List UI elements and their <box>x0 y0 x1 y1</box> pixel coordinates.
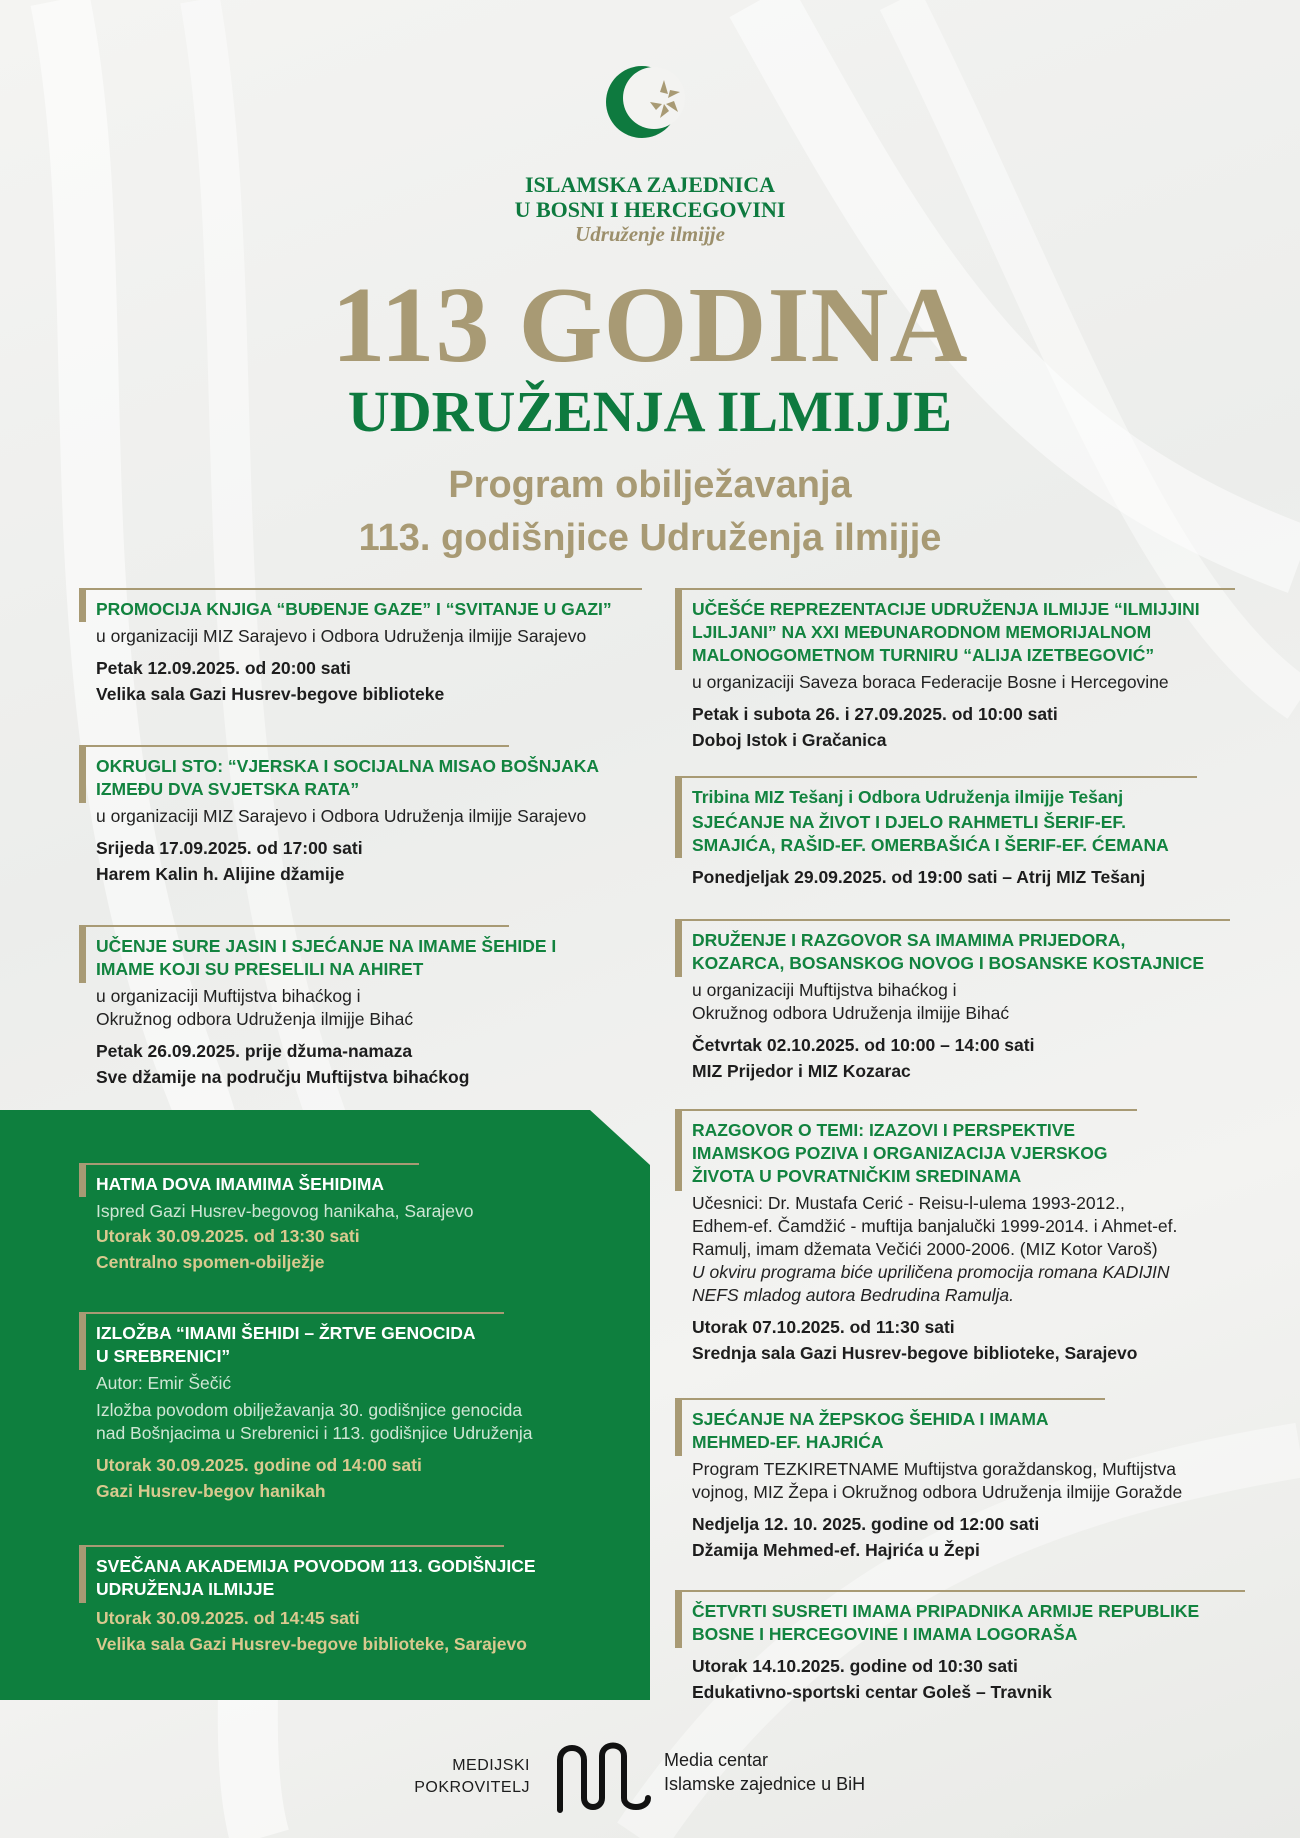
event-organizer: u organizaciji Saveza boraca Federacije Bosne i Hercegovine <box>692 672 1169 692</box>
event-title-line3: ŽIVOTA U POVRATNIČKIM SREDINAMA <box>692 1166 1022 1186</box>
event-place: Harem Kalin h. Alijine džamije <box>96 864 345 884</box>
event-left-3 <box>79 925 644 1090</box>
event-title: SJEĆANJE NA ŽEPSKOG ŠEHIDA I IMAMA <box>692 1409 1049 1429</box>
event-date: Utorak 07.10.2025. od 11:30 sati <box>692 1317 955 1337</box>
event-place: Centralno spomen-obilježje <box>96 1252 325 1272</box>
event-date: Petak 26.09.2025. prije džuma-namaza <box>96 1041 413 1061</box>
event-title-line2: MEHMED-EF. HAJRIĆA <box>692 1432 884 1452</box>
event-participants: Učesnici: Dr. Mustafa Cerić - Reisu-l-ulema 1993-2012., <box>692 1193 1125 1213</box>
media-sponsor-line1: MEDIJSKI <box>452 1757 530 1774</box>
event-title-line2: IMAME KOJI SU PRESELILI NA AHIRET <box>96 959 424 979</box>
event-organizer: u organizaciji Muftijstva bihaćkog i <box>96 986 361 1006</box>
media-centar-label <box>664 1748 865 1796</box>
event-place: Edukativno-sportski centar Goleš – Travnik <box>692 1682 1052 1702</box>
event-right-2 <box>675 776 1255 890</box>
event-participants-line2: Edhem-ef. Čamdžić - muftija banjalučki 1999-2014. i Ahmet-ef. <box>692 1216 1178 1236</box>
event-organizer-line2: Okružnog odbora Udruženja ilmijje Bihać <box>96 1009 414 1029</box>
event-place: Srednja sala Gazi Husrev-begove biblioteke, Sarajevo <box>692 1343 1138 1363</box>
mc-logo-icon <box>554 1740 654 1814</box>
event-green-1 <box>79 1163 634 1275</box>
org-name-line1: ISLAMSKA ZAJEDNICA <box>525 172 775 197</box>
event-right-5 <box>675 1398 1255 1563</box>
event-date: Srijeda 17.09.2025. od 17:00 sati <box>96 838 363 858</box>
event-organizer-line2: vojnog, MIZ Žepa i Okružnog odbora Udruženja ilmijje Goražde <box>692 1482 1183 1502</box>
event-right-3 <box>675 919 1255 1084</box>
event-title: ČETVRTI SUSRETI IMAMA PRIPADNIKA ARMIJE REPUBLIKE <box>692 1601 1200 1621</box>
event-place: Velika sala Gazi Husrev-begove biblioteke <box>96 684 445 704</box>
main-title: 113 GODINA <box>331 266 969 385</box>
event-title: OKRUGLI STO: “VJERSKA I SOCIJALNA MISAO BOŠNJAKA <box>96 756 600 776</box>
org-subtitle: Udruženje ilmijje <box>575 222 725 246</box>
event-title: UČEŠĆE REPREZENTACIJE UDRUŽENJA ILMIJJE “ILMIJJINI <box>692 599 1200 619</box>
org-name-line2: U BOSNI I HERCEGOVINI <box>514 197 786 222</box>
event-note: U okviru programa biće upriličena promocija romana KADIJIN <box>692 1262 1170 1282</box>
event-date: Utorak 30.09.2025. od 13:30 sati <box>96 1226 360 1246</box>
event-title-line2: IZMEĐU DVA SVJETSKA RATA” <box>96 779 360 799</box>
event-title: DRUŽENJE I RAZGOVOR SA IMAMIMA PRIJEDORA, <box>692 930 1126 950</box>
event-place: Džamija Mehmed-ef. Hajrića u Žepi <box>692 1540 980 1560</box>
event-organizer: u organizaciji MIZ Sarajevo i Odbora Udruženja ilmijje Sarajevo <box>96 626 587 646</box>
event-organizer-line2: Okružnog odbora Udruženja ilmijje Bihać <box>692 1003 1010 1023</box>
event-info: Ispred Gazi Husrev-begovog hanikaha, Sarajevo <box>96 1201 474 1221</box>
event-place: Velika sala Gazi Husrev-begove biblioteke, Sarajevo <box>96 1634 527 1654</box>
media-centar-line1: Media centar <box>664 1750 769 1770</box>
main-subtitle: UDRUŽENJA ILMIJJE <box>347 379 953 444</box>
event-title: IZLOŽBA “IMAMI ŠEHIDI – ŽRTVE GENOCIDA <box>96 1323 476 1343</box>
event-title: RAZGOVOR O TEMI: IZAZOVI I PERSPEKTIVE <box>692 1120 1076 1140</box>
event-left-1 <box>79 588 644 707</box>
event-title: SVEČANA AKADEMIJA POVODOM 113. GODIŠNJICE <box>96 1556 536 1576</box>
event-date: Utorak 14.10.2025. godine od 10:30 sati <box>692 1656 1018 1676</box>
event-title: SJEĆANJE NA ŽIVOT I DJELO RAHMETLI ŠERIF-EF. <box>692 812 1126 832</box>
event-organizer: u organizaciji Muftijstva bihaćkog i <box>692 980 957 1000</box>
event-place: MIZ Prijedor i MIZ Kozarac <box>692 1061 911 1081</box>
event-description: Izložba povodom obilježavanja 30. godišnjice genocida <box>96 1400 523 1420</box>
event-place: Sve džamije na području Muftijstva bihaćkog <box>96 1067 470 1087</box>
event-title-line2: BOSNE I HERCEGOVINE I IMAMA LOGORAŠA <box>692 1624 1078 1644</box>
media-sponsor-line2: POKROVITELJ <box>414 1779 530 1796</box>
event-date: Nedjelja 12. 10. 2025. godine od 12:00 sati <box>692 1514 1040 1534</box>
event-left-2 <box>79 745 644 887</box>
media-sponsor-label <box>410 1755 530 1799</box>
event-title-line2: IMAMSKOG POZIVA I ORGANIZACIJA VJERSKOG <box>692 1143 1108 1163</box>
event-date: Utorak 30.09.2025. od 14:45 sati <box>96 1608 360 1628</box>
event-organizer: Program TEZKIRETNAME Muftijstva goraždanskog, Muftijstva <box>692 1459 1176 1479</box>
event-right-4 <box>675 1109 1255 1366</box>
event-title-line2: KOZARCA, BOSANSKOG NOVOG I BOSANSKE KOSTAJNICE <box>692 953 1205 973</box>
media-centar-line2: Islamske zajednice u BiH <box>664 1774 866 1794</box>
event-participants-line3: Ramulj, imam džemata Večići 2000-2006. (MIZ Kotor Varoš) <box>692 1239 1158 1259</box>
event-date: Četvrtak 02.10.2025. od 10:00 – 14:00 sati <box>692 1035 1035 1055</box>
event-green-3 <box>79 1545 634 1657</box>
event-note-line2: NEFS mladog autora Bedrudina Ramulja. <box>692 1285 1014 1305</box>
event-place: Doboj Istok i Gračanica <box>692 730 887 750</box>
program-title-line2: 113. godišnjice Udruženja ilmijje <box>358 517 942 559</box>
event-title-line2: U SREBRENICI” <box>96 1346 231 1366</box>
event-date: Petak 12.09.2025. od 20:00 sati <box>96 658 351 678</box>
event-date-place: Ponedjeljak 29.09.2025. od 19:00 sati – Atrij MIZ Tešanj <box>692 867 1146 887</box>
event-green-2 <box>79 1312 634 1504</box>
event-title: HATMA DOVA IMAMIMA ŠEHIDIMA <box>96 1174 385 1194</box>
event-place: Gazi Husrev-begov hanikah <box>96 1481 326 1501</box>
event-title: UČENJE SURE JASIN I SJEĆANJE NA IMAME ŠEHIDE I <box>96 936 557 956</box>
event-right-1 <box>675 588 1255 753</box>
event-title-line2: SMAJIĆA, RAŠID-EF. OMERBAŠIĆA I ŠERIF-EF. ĆEMANA <box>692 835 1169 855</box>
event-date: Utorak 30.09.2025. godine od 14:00 sati <box>96 1455 422 1475</box>
event-title-line2: LJILJANI” NA XXI MEĐUNARODNOM MEMORIJALNOM <box>692 622 1152 642</box>
event-right-6 <box>675 1590 1255 1705</box>
program-title-line1: Program obilježavanja <box>448 464 852 506</box>
event-date: Petak i subota 26. i 27.09.2025. od 10:00 sati <box>692 704 1058 724</box>
event-author: Autor: Emir Šečić <box>96 1373 232 1393</box>
event-title-line3: MALONOGOMETNOM TURNIRU “ALIJA IZETBEGOVIĆ” <box>692 645 1155 665</box>
event-title-line2: UDRUŽENJA ILMIJJE <box>96 1579 275 1599</box>
event-subheading: Tribina MIZ Tešanj i Odbora Udruženja ilmijje Tešanj <box>692 787 1124 807</box>
crescent-star-icon <box>598 62 702 152</box>
event-description-line2: nad Bošnjacima u Srebrenici i 113. godišnjice Udruženja <box>96 1423 533 1443</box>
event-title: PROMOCIJA KNJIGA “BUĐENJE GAZE” I “SVITANJE U GAZI” <box>96 599 612 619</box>
event-organizer: u organizaciji MIZ Sarajevo i Odbora Udruženja ilmijje Sarajevo <box>96 806 587 826</box>
